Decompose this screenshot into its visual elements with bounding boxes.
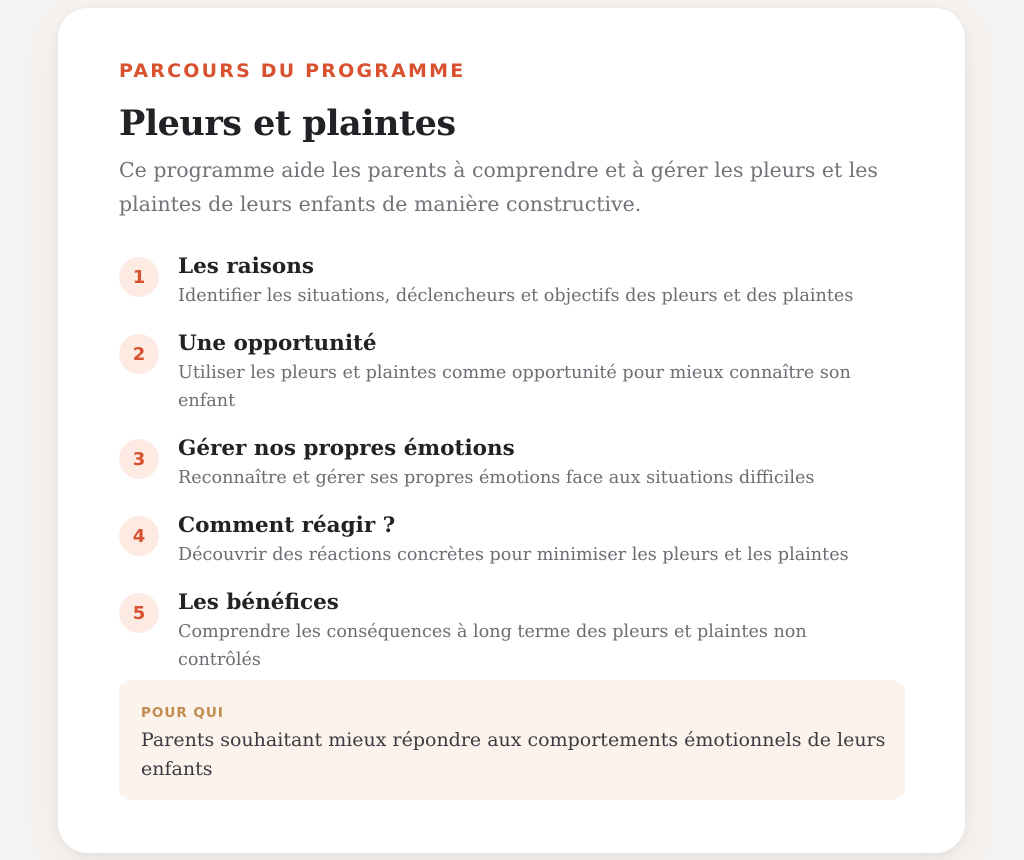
step-item bbox=[119, 512, 905, 569]
step-title: Les bénéfices bbox=[178, 590, 339, 615]
step-content bbox=[178, 435, 905, 492]
step-content bbox=[178, 253, 905, 310]
step-description: Identifier les situations, déclencheurs et objectifs des pleurs et des plaintes bbox=[178, 286, 854, 306]
audience-text: Parents souhaitant mieux répondre aux comportements émotionnels de leurs enfants bbox=[141, 729, 886, 780]
step-description: Comprendre les conséquences à long terme des pleurs et plaintes non contrôlés bbox=[178, 622, 807, 670]
step-number-badge: 4 bbox=[119, 516, 159, 556]
audience-label: POUR QUI bbox=[141, 705, 224, 721]
step-description: Découvrir des réactions concrètes pour minimiser les pleurs et les plaintes bbox=[178, 545, 849, 565]
step-number-badge: 1 bbox=[119, 257, 159, 297]
step-title: Gérer nos propres émotions bbox=[178, 436, 515, 461]
step-content bbox=[178, 589, 905, 674]
step-item bbox=[119, 435, 905, 492]
program-intro: Ce programme aide les parents à comprendre et à gérer les pleurs et les plaintes de leurs enfants de manière constructive. bbox=[119, 158, 878, 216]
section-eyebrow: PARCOURS DU PROGRAMME bbox=[119, 60, 466, 82]
step-number-badge: 5 bbox=[119, 593, 159, 633]
step-description: Utiliser les pleurs et plaintes comme opportunité pour mieux connaître son enfant bbox=[178, 363, 851, 411]
step-item bbox=[119, 253, 905, 310]
step-title: Une opportunité bbox=[178, 331, 377, 356]
step-number-badge: 2 bbox=[119, 334, 159, 374]
step-title: Les raisons bbox=[178, 254, 314, 279]
step-content bbox=[178, 512, 905, 569]
step-title: Comment réagir ? bbox=[178, 513, 396, 538]
step-number-badge: 3 bbox=[119, 439, 159, 479]
step-description: Reconnaître et gérer ses propres émotions face aux situations difficiles bbox=[178, 468, 815, 488]
page-title: Pleurs et plaintes bbox=[119, 103, 456, 144]
step-content bbox=[178, 330, 905, 415]
audience-box bbox=[119, 680, 905, 800]
steps-list bbox=[119, 253, 905, 674]
step-item bbox=[119, 330, 905, 415]
step-item bbox=[119, 589, 905, 674]
program-card bbox=[58, 8, 965, 853]
